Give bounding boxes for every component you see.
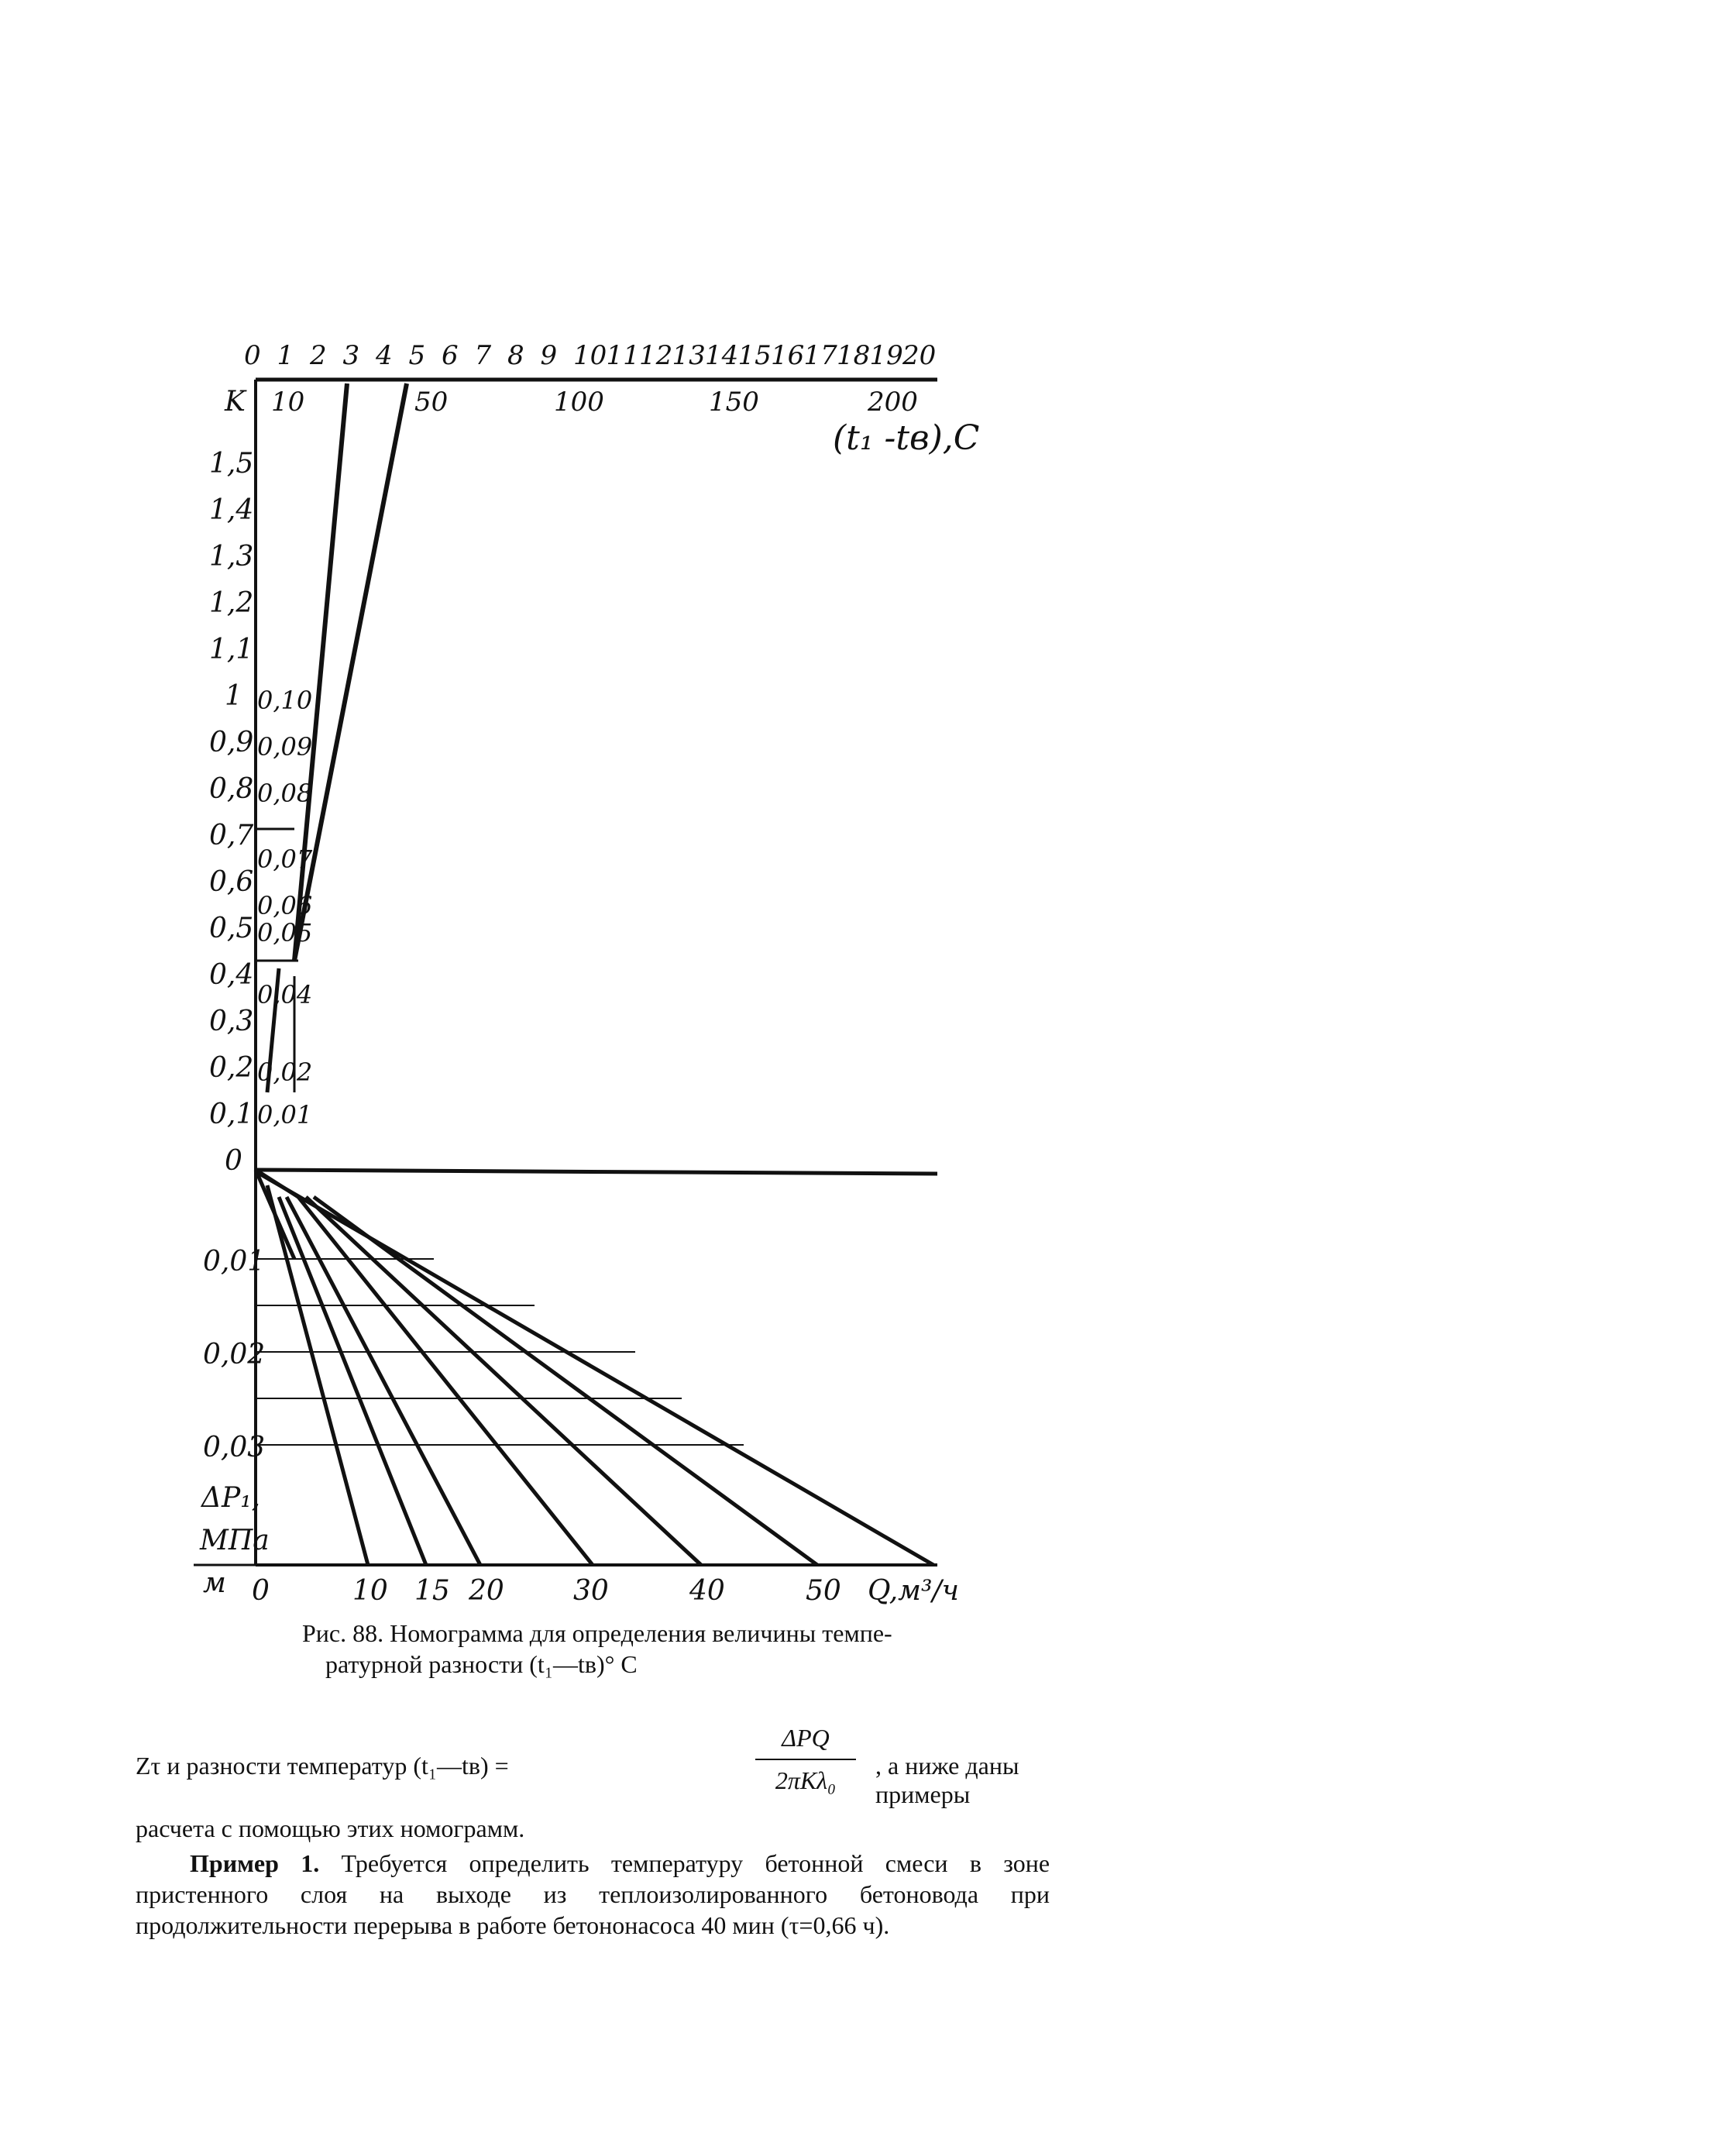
dp-axis-label-1: ΔP₁, [201,1482,261,1514]
k-scale-label: 1,3 [209,541,254,573]
dp-scale-label: 0,03 [203,1432,266,1463]
top-scale-labels [244,340,936,371]
q-rays [256,1170,933,1565]
formula-line [136,1724,1050,1809]
k-scale-label: 0 [225,1145,242,1177]
top-scale-label-5: 5 [408,340,426,371]
k-scale-label: 0,9 [209,727,254,758]
formula-rhs: , а ниже даны примеры [875,1752,1019,1808]
top-scale-label-10: 10 [573,340,607,371]
formula-fraction [755,1724,856,1795]
q-axis-label: Q,м³/ч [868,1575,959,1607]
k-scale-label: 1,2 [209,587,254,619]
k-axis-label: K [225,386,246,418]
top-temp-labels [271,387,918,418]
temp-label-50: 50 [414,387,449,418]
inner-scale-label: 0,04 [257,980,313,1009]
dp-axis-label-2: МПа [200,1525,270,1556]
inner-scale-label: 0,08 [257,779,313,808]
k-scale-label: 0,1 [209,1099,254,1130]
q-scale-labels [252,1575,841,1607]
top-scale-label-15: 15 [737,340,772,371]
top-scale-label-1: 1 [277,340,294,371]
q-ray [314,1197,817,1565]
dp-scale-label: 0,01 [203,1246,266,1278]
inner-scale-label: 0,07 [257,844,313,874]
paragraph-continuation: расчета с помощью этих номограмм. [136,1814,525,1842]
q-scale-label-15: 15 [414,1575,450,1607]
dp-axis-label-3: м [203,1567,226,1599]
k-scale-labels [209,448,253,1177]
temp-label-200: 200 [868,387,918,418]
q-ray [306,1197,701,1565]
caption-line-2: ратурной разности (t₁—tв)° C [325,1650,638,1678]
k-scale-label: 0,8 [209,773,254,805]
figure-caption [302,1618,1046,1680]
top-scale-label-6: 6 [442,340,459,371]
top-scale-label-9: 9 [540,340,558,371]
k-scale-label: 1,1 [209,634,254,665]
top-scale-label-3: 3 [342,340,360,371]
inner-scale-label: 0,05 [257,918,313,947]
inner-scale-label: 0,10 [257,686,313,715]
top-scale-label-2: 2 [310,340,327,371]
top-scale-label-8: 8 [507,340,524,371]
top-scale-label-12: 12 [639,340,673,371]
temp-label-100: 100 [554,387,604,418]
nomogram-axes [194,380,937,1565]
inner-scale-label: 0,06 [257,891,313,920]
inner-scale-label: 0,01 [257,1100,313,1130]
q-scale-label-30: 30 [573,1575,609,1607]
k-scale-label: 0,6 [209,866,254,898]
example-1-paragraph [136,1848,1050,1941]
example-1-text: Требуется определить температуру бетонной смеси в зоне пристенного слоя на выходе из теплоизолированного бетоновода при продолжительности перерыва в работе бетононасоса 40 мин (τ=0,66 ч). [136,1849,1050,1939]
top-scale-label-17: 17 [803,340,837,371]
top-scale-label-7: 7 [474,340,492,371]
top-scale-label-11: 11 [606,340,640,371]
example-1-heading: Пример 1. [190,1849,320,1877]
formula-denominator: 2πKλ₀ [775,1766,837,1794]
caption-line-1: Рис. 88. Номограмма для определения величины темпе- [302,1619,892,1647]
k-scale-label: 0,7 [209,820,254,851]
top-scale-label-20: 20 [902,340,937,371]
q-scale-label-0: 0 [252,1575,270,1607]
formula-numerator: ΔPQ [755,1724,856,1760]
formula-lhs: Zτ и разности температур (t₁—tв) = [136,1752,509,1780]
inner-scale-label: 0,09 [257,732,313,762]
q-ray [298,1197,593,1565]
inner-scale-label: 0,02 [257,1058,313,1087]
k-scale-label: 1,5 [209,448,254,480]
temp-label-150: 150 [709,387,759,418]
k-scale-label: 0,5 [209,913,254,944]
top-scale-label-18: 18 [837,340,871,371]
k-scale-label: 0,4 [209,959,254,991]
k-scale-label: 1 [225,680,242,712]
top-scale-label-16: 16 [771,340,805,371]
q-scale-label-50: 50 [806,1575,841,1607]
top-scale-label-14: 14 [705,340,739,371]
top-scale-label-0: 0 [244,340,261,371]
inner-scale-labels [257,686,313,1130]
temp-axis-label: (t₁ -tв),C [833,418,980,458]
k-scale-label: 0,3 [209,1006,254,1037]
k-scale-label: 1,4 [209,494,254,526]
top-scale-label-19: 19 [869,340,903,371]
dp-scale-label: 0,02 [203,1339,266,1370]
q-scale-label-20: 20 [469,1575,504,1607]
k-scale-label: 0,2 [209,1052,254,1084]
top-scale-label-4: 4 [376,340,393,371]
q-scale-label-10: 10 [352,1575,388,1607]
q-ray [260,1174,933,1565]
temp-label-10: 10 [271,387,305,418]
top-scale-label-13: 13 [672,340,706,371]
q-scale-label-40: 40 [689,1575,725,1607]
q-ray [287,1197,480,1565]
